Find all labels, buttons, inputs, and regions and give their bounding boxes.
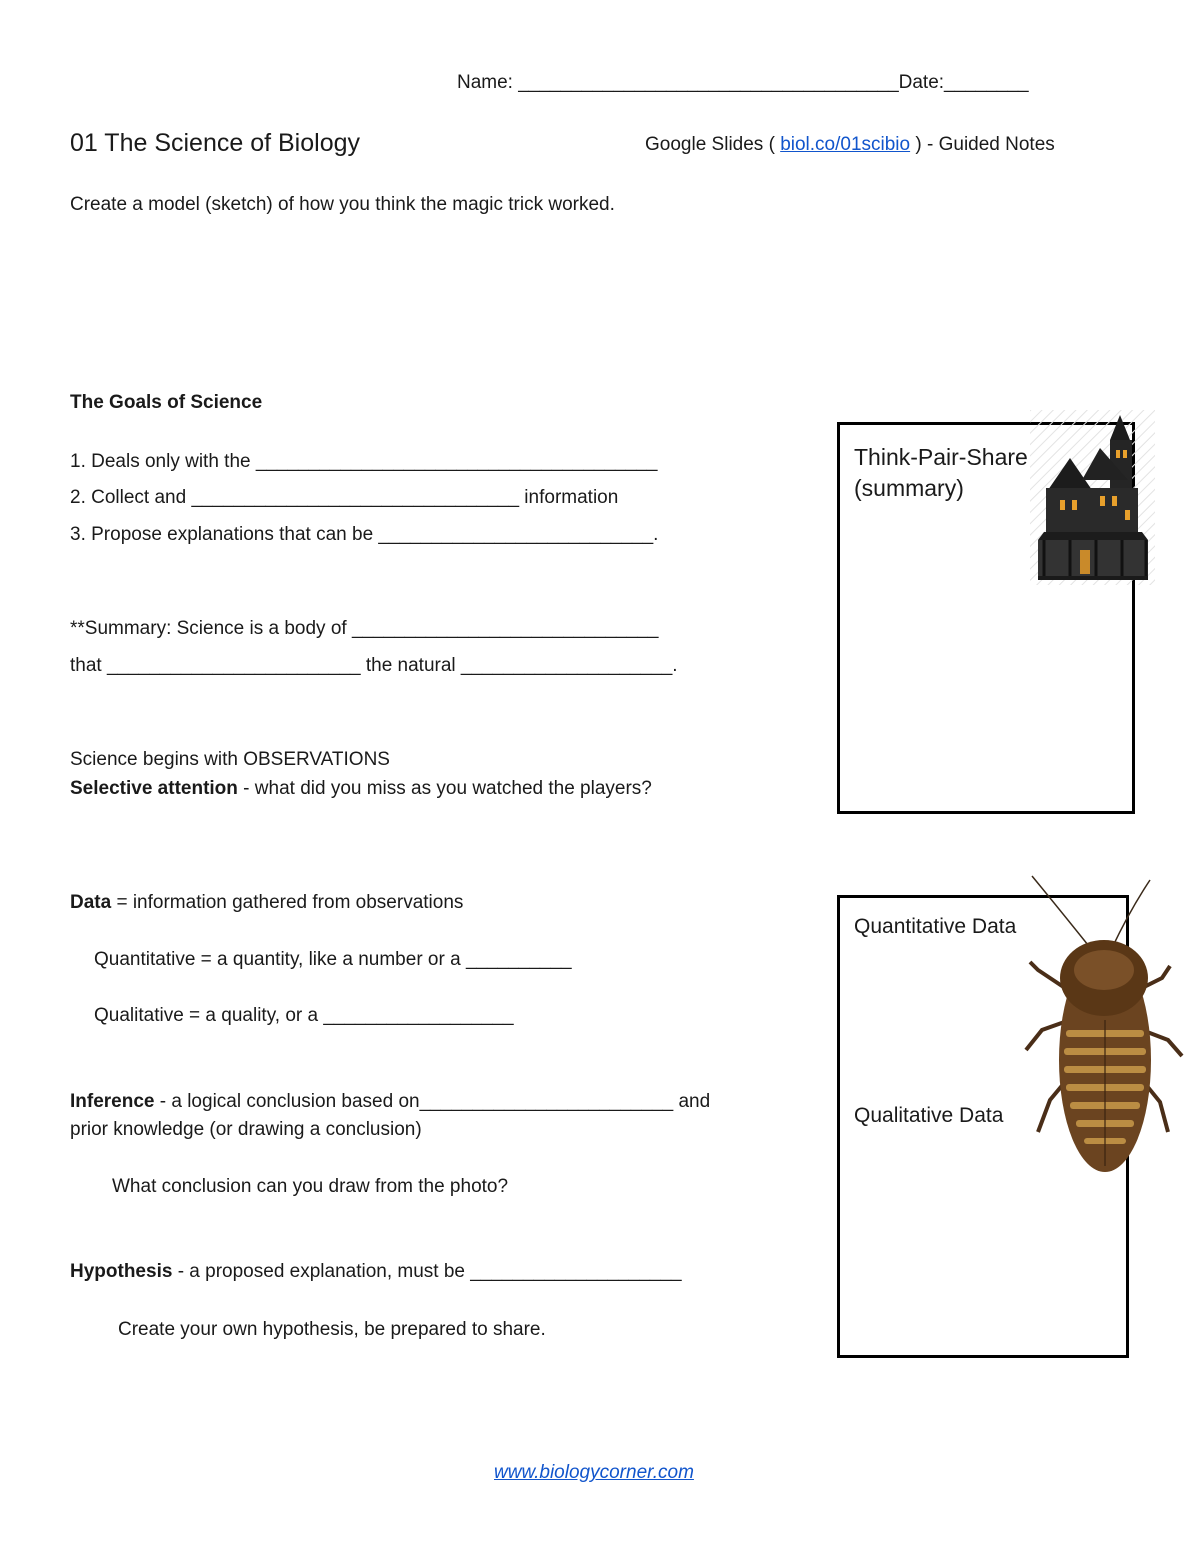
selective-attention-text: - what did you miss as you watched the players? bbox=[237, 778, 652, 799]
data-term: Data bbox=[70, 892, 112, 913]
selective-attention-term: Selective attention bbox=[70, 778, 238, 799]
data-text: = information gathered from observations bbox=[111, 892, 464, 913]
slides-prefix: Google Slides ( bbox=[645, 134, 781, 155]
selective-attention bbox=[70, 778, 652, 800]
goal-item-2: 2. Collect and _______________________________ information bbox=[70, 487, 619, 508]
hypothesis-prompt: Create your own hypothesis, be prepared to share. bbox=[118, 1319, 546, 1340]
qualitative-definition: Qualitative = a quality, or a __________________ bbox=[94, 1005, 514, 1026]
goal-item-1: 1. Deals only with the ______________________________________ bbox=[70, 451, 658, 472]
quantitative-data-label: Quantitative Data bbox=[854, 915, 1017, 938]
footer-link[interactable]: www.biologycorner.com bbox=[494, 1462, 694, 1483]
inference-term: Inference bbox=[70, 1091, 155, 1112]
hypothesis-term: Hypothesis bbox=[70, 1261, 173, 1282]
inference-definition bbox=[70, 1091, 710, 1113]
qualitative-data-label: Qualitative Data bbox=[854, 1104, 1004, 1127]
summary-line-1: **Summary: Science is a body of _____________________________ bbox=[70, 618, 659, 639]
hypothesis-definition bbox=[70, 1261, 682, 1283]
observations-line: Science begins with OBSERVATIONS bbox=[70, 749, 390, 770]
intro-instruction: Create a model (sketch) of how you think the magic trick worked. bbox=[70, 194, 615, 215]
inference-text: - a logical conclusion based on________________________ and bbox=[154, 1091, 711, 1112]
inference-line-2: prior knowledge (or drawing a conclusion) bbox=[70, 1119, 422, 1140]
slides-link[interactable]: biol.co/01scibio bbox=[780, 134, 911, 155]
goals-heading: The Goals of Science bbox=[70, 392, 263, 413]
hypothesis-text: - a proposed explanation, must be ____________________ bbox=[172, 1261, 682, 1282]
name-date-line: Name: ____________________________________Date:________ bbox=[457, 72, 1029, 93]
goal-item-3: 3. Propose explanations that can be __________________________. bbox=[70, 524, 659, 545]
inference-question: What conclusion can you draw from the photo? bbox=[112, 1176, 509, 1197]
quantitative-definition: Quantitative = a quantity, like a number or a __________ bbox=[94, 949, 572, 970]
page-title: 01 The Science of Biology bbox=[70, 129, 361, 157]
think-pair-share-title: Think-Pair-Share (summary) bbox=[854, 444, 1028, 501]
summary-line-2: that ________________________ the natural ____________________. bbox=[70, 655, 678, 676]
haunted-house-image bbox=[1030, 410, 1155, 585]
cockroach-image bbox=[1020, 870, 1190, 1180]
slides-reference bbox=[645, 134, 1055, 156]
data-definition bbox=[70, 892, 463, 914]
slides-suffix: ) - Guided Notes bbox=[910, 134, 1055, 155]
